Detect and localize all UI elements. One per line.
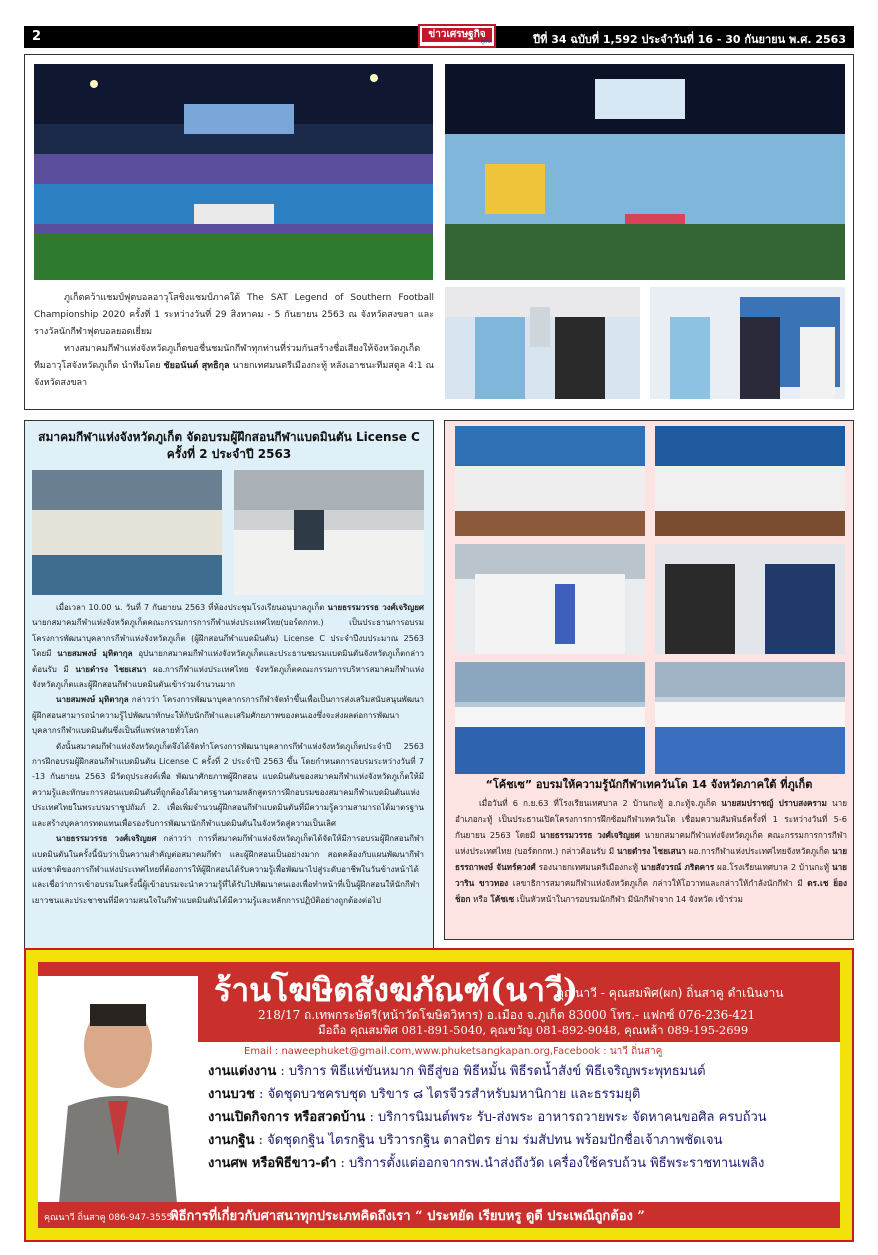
taekwondo-training-photo — [655, 662, 845, 774]
badminton-group-photo — [32, 470, 222, 595]
opening-ceremony-photo — [455, 426, 645, 536]
article-paragraph — [32, 600, 424, 692]
person-name: นายธรรมวรรธ วงศ์เจริญยศ — [539, 830, 640, 840]
caption-text: นายกเทศมนตรีเมืองกะทู้ หลังเอาชนะทีมสตูล 4:1 ณ จังหวัดสงขลา — [34, 361, 434, 388]
coach-handshake-photo — [655, 544, 845, 654]
headline-line-2: ครั้งที่ 2 ประจำปี 2563 — [166, 447, 292, 461]
paragraph-text: หรือ — [473, 894, 488, 904]
paragraph-text: กล่าวว่า การที่สมาคมกีฬาแห่งจังหวัดภูเก็ตได้จัดให้มีการอบรมผู้ฝึกสอนกีฬาแบดมินตันในครั้งนี้นับว่าเป็นความสำคัญต่อสมาคมกีฬา และผู้ฝึกสอนเป็นอย่างมาก สอดคล้องกับแผนพัฒนากีฬาแห่งชาติของการกีฬาแห่งประเทศไทยที่ต้องการให้ผู้ฝึกสอนได้รับความรู้เพื่อพัฒนาไปสู่ระดับอาชีพในวันข้างหน้าได้ และเชื่อว่าการเข้าอบรมในครั้งนี้ผู้เข้าอบรมจะนำความรู้ที่ได้รับไปพัฒนาตนเองเพื่อทำหน้าที่เป็นผู้ฝึกสอนให้นักกีฬาเยาวชนและประชาชนที่มีความสนใจในกีฬาแบดมินตันได้มีความรู้และหลักการปฏิบัติอย่างถูกต้องต่อไป — [32, 834, 425, 905]
paragraph-text: เป็นหัวหน้าในการอบรมนักกีฬา มีนักกีฬาจาก 14 จังหวัด เข้าร่วม — [516, 894, 743, 904]
issue-info: ปีที่ 34 ฉบับที่ 1,592 ประจำวันที่ 16 - 30 กันยายน พ.ศ. 2563 — [533, 33, 846, 46]
caption-name: ชัยอนันต์ สุทธิกุล — [163, 361, 230, 371]
person-name: นายธรรมวรรธ วงศ์เจริญยศ — [327, 603, 424, 612]
service-description: : จัดชุดบวชครบชุด บริขาร ๘ ไตรจีวรสำหรับมหานิกาย และธรรมยุติ — [254, 1087, 641, 1102]
contact-phone: คุณนาวี ถิ่นสาคู 086-947-3555 — [44, 1213, 173, 1223]
shop-email-web: Email : naweephuket@gmail.com,www.phuketsangkapan.org,Facebook : นาวี ถิ่นสาคู — [244, 1046, 663, 1057]
paragraph-text: เมื่อเวลา 10.00 น. วันที่ 7 กันยายน 2563 ที่ห้องประชุมโรงเรียนอนุบาลภูเก็ต — [56, 603, 325, 612]
guests-seated-photo — [655, 426, 845, 536]
team-group-photo — [34, 64, 433, 280]
shop-mobile-numbers: มือถือ คุณสมพิศ 081-891-5040, คุณขวัญ 081-892-9048, คุณหล้า 089-195-2699 — [318, 1023, 749, 1037]
seminar-room-photo — [234, 470, 424, 595]
person-name: นายสมพงษ์ มุทิตากุล — [57, 649, 133, 659]
article-headline: “โค้ชเซ” อบรมให้ความรู้นักกีฬาเทควันโด 14 จังหวัดภาคใต้ ที่ภูเก็ต — [485, 778, 813, 791]
paragraph-text: ผอ.โรงเรียนเทศบาล 2 บ้านกะทู้ — [717, 862, 830, 872]
caption-paragraph-2 — [34, 341, 434, 392]
paragraph-text: นายอำเภอกะทู้ เป็นประธานเปิดโครงการการฝึกซ้อมกีฬาเทควันโด เชื่อมความสัมพันธ์ครั้งที่ 1 ระหว่างวันที่ 5-6 กันยายน 2563 โดยมี — [455, 798, 848, 840]
ad-footer-band — [38, 1202, 840, 1228]
article-headline — [25, 429, 433, 463]
service-name: งานบวช — [208, 1087, 255, 1102]
service-name: งานกฐิน — [208, 1133, 255, 1148]
service-description: : บริการนิมนต์พระ รับ-ส่งพระ อาหารถวายพระ จัดหาคนขอศิล ครบถ้วน — [365, 1110, 767, 1125]
person-name: นายดำรง ไชยเสนา — [75, 664, 147, 674]
paragraph-text: เมื่อวันที่ 6 ก.ย.63 ที่โรงเรียนเทศบาล 2 บ้านกะทู้ อ.กะทู้จ.ภูเก็ต — [479, 798, 717, 808]
award-handover-photo — [445, 287, 640, 399]
service-opening — [208, 1106, 834, 1129]
page-number: 2 — [32, 29, 42, 44]
person-name: นายธรรถาพงษ์ จันทร์ควงศ์ — [455, 846, 847, 872]
service-ordination — [208, 1083, 834, 1106]
service-description: : บริการ พิธีแห่ขันหมาก พิธีสู่ขอ พิธีหมั้น พิธีรดน้ำสังข์ พิธีเจริญพระพุทธมนต์ — [276, 1064, 706, 1079]
person-name: นายวาริน ขาวทอง — [455, 862, 847, 888]
person-name: นายธรรมวรรธ วงศ์เจริญยศ — [56, 834, 157, 844]
service-description: : จัดชุดกฐิน ไตรกฐิน บริวารกฐิน ตาลปัตร ย่าม ร่มสัปทน พร้อมปักชื่อเจ้าภาพชัดเจน — [254, 1133, 723, 1148]
paragraph-text: อุปนายกสมาคมกีฬาแห่งจังหวัดภูเก็ตและประธานชมรมแบดมินตันจังหวัดภูเก็ตกล่าวต้อนรับ มี — [32, 649, 425, 674]
trophy-celebration-photo — [445, 64, 845, 280]
person-name: ดร.เช ย็อง ช็อก — [455, 878, 847, 904]
newspaper-logo — [418, 24, 496, 48]
page-header — [24, 26, 854, 48]
person-name: โค้ชเซ — [490, 894, 515, 904]
article-paragraph — [455, 795, 847, 907]
paragraph-text: รองนายกเทศมนตรีเมืองกะทู้ — [538, 862, 638, 872]
article-paragraph — [32, 739, 424, 831]
shop-name: ร้านโฆษิตสังฆภัณฑ์(นาวี) — [214, 971, 579, 1009]
taekwondo-hall-photo — [455, 662, 645, 774]
paragraph-text: นายกสมาคมกีฬาแห่งจังหวัดภูเก็ตคณะกรรมการการกีฬาแห่งประเทศไทย(บอร์ดกกท.) เป็นประธานการอบรมโครงการพัฒนาบุคลากรกีฬาแห่งจังหวัดภูเก็ต (ผู้ฝึกสอนกีฬาแบดมินตัน) License C ประจำปีงบประมาณ 2563 โดยมี — [32, 618, 424, 659]
officials-standing-photo — [455, 544, 645, 654]
person-name: นายสังวรณ์ ภริตคาร — [640, 862, 715, 872]
article-paragraph — [32, 692, 424, 738]
ad-panel — [38, 962, 840, 1228]
person-name: นายสมปราชญ์ ปราบสงคราม — [721, 798, 827, 808]
paragraph-text: ดังนั้นสมาคมกีฬาแห่งจังหวัดภูเก็ตจึงได้จัดทำโครงการพัฒนาบุคลากรกีฬาแห่งจังหวัดภูเก็ตประจำปี 2563 การฝึกอบรมผู้ฝึกสอนกีฬาแบดมินตัน License C ครั้งที่ 2 ประจำปี 2563 ขึ้น โดยกำหนดการอบรมระหว่างวันที่ 7 -13 กันยายน 2563 มีวัตถุประสงค์เพื่อ พัฒนาศักยภาพผู้ฝึกสอน แบดมินตันของสมาคมกีฬาแห่งจังหวัดภูเก็ตให้มีความรู้และทักษะการสอนแบดมินตันที่ถูกต้องได้มาตรฐานตามหลักสูตรการฝึกอบรมของสมาคมกีฬาแบดมินตันแห่งประเทศไทยในพระบรมราชูปถัมภ์ 2. เพื่อเพิ่มจำนวนผู้ฝึกสอนกีฬาแบดมินตันที่มีความรู้ความสามารถได้มาตรฐานและสร้างบุคลากรทดแทนเพื่อรองรับการพัฒนานักกีฬาแบดมินตันในจังหวัดสู่ความเป็นเลิศ — [32, 741, 424, 828]
service-wedding — [208, 1060, 834, 1083]
logo-text: ข่าวเศรษฐกิจ — [422, 28, 492, 42]
badminton-article-body — [32, 600, 424, 908]
paragraph-text: กล่าวว่า โครงการพัฒนาบุคลากรการกีฬาจัดทำขึ้นเพื่อเป็นการส่งเสริมสนับสนุนพัฒนาผู้ฝึกสอนสามารถนำความรู้ไปพัฒนาทักษะให้กับนักกีฬาและเสริมศักยภาพของตนเองซึ่งจะส่งผลต่อการพัฒนาบุคลากรกีฬาแบดมินตันซึ่งเป็นที่แพร่หลายทั่วโลก — [32, 695, 425, 736]
person-name: นายสมพงษ์ มุทิตากุล — [56, 695, 129, 705]
paragraph-text: ผอ.การกีฬาแห่งประเทศไทย จังหวัดภูเก็ตคณะกรรมการบริหารสมาคมกีฬาแห่งจังหวัดภูเก็ตและผู้ฝึกสอนกีฬาแบดมินตันเข้าร่วมจำนวนมาก — [32, 664, 425, 690]
logo-subtext: ภูเก็ต — [480, 39, 492, 45]
paragraph-text: ผอ.การกีฬาแห่งประเทศไทยจังหวัดภูเก็ต — [688, 846, 830, 856]
service-name: งานเปิดกิจการ หรือสวดบ้าน — [208, 1110, 366, 1125]
top-story-caption — [34, 290, 434, 392]
caption-paragraph-1 — [34, 290, 434, 341]
service-list — [208, 1060, 834, 1175]
taekwondo-article-body — [455, 795, 847, 907]
ad-slogan: พิธีการที่เกี่ยวกับศาสนาทุกประเภทคิดถึงเรา “ ประหยัด เรียบหรู ดูดี ประเพณีถูกต้อง ” — [170, 1209, 645, 1224]
person-name: นายดำรง ไชยเสนา — [616, 846, 686, 856]
service-name: งานศพ หรือพิธีขาว-ดำ — [208, 1156, 337, 1171]
shop-address: 218/17 ถ.เทพกระษัตรี(หน้าวัดโฆษิตวิหาร) อ.เมือง จ.ภูเก็ต 83000 โทร.- แฟกซ์ 076-236-421 — [258, 1008, 756, 1022]
paragraph-text: เลขาธิการสมาคมกีฬาแห่งจังหวัดภูเก็ต กล่าวให้โอวาทและกล่าวให้กำลังนักกีฬา มี — [512, 878, 803, 888]
owner-portrait-photo — [38, 976, 198, 1214]
headline-line-1: สมาคมกีฬาแห่งจังหวัดภูเก็ต จัดอบรมผู้ฝึกสอนกีฬาแบดมินตัน License C — [38, 430, 420, 444]
shop-advertisement — [24, 948, 854, 1242]
shop-owners: คุณนาวี - คุณสมพิศ(ผก) ถิ่นสาคู ดำเนินงาน — [556, 986, 784, 1000]
caption-text: ภูเก็ตคว้าแชมป์ฟุตบอลอาวุโสชิงแชมป์ภาคใต้ The SAT Legend of Southern Football Championship 2020 ครั้งที่ 1 ระหว่างวันที่ 29 สิงหาคม - 5 กันยายน 2563 ณ จังหวัดสงขลา และรางวัลนักกีฬาฟุตบอลยอดเยี่ยม — [34, 293, 434, 337]
paragraph-text: นายกสมาคมกีฬาแห่งจังหวัดภูเก็ต คณะกรรมการการกีฬาแห่งประเทศไทย (บอร์ดกกท.) กล่าวต้อนรับ มี — [455, 830, 848, 856]
service-kathin — [208, 1129, 834, 1152]
caption-text: ทางสมาคมกีฬาแห่งจังหวัดภูเก็ตขอชื่นชมนักกีฬาทุกท่านที่ร่วมกันสร้างชื่อเสียงให้จังหวัดภูเก็ต ทีมอาวุโสจังหวัดภูเก็ต นำทีมโดย — [34, 344, 421, 371]
best-player-photo — [650, 287, 845, 399]
article-paragraph — [32, 831, 424, 908]
service-description: : บริการตั้งแต่ออกจากรพ.นำส่งถึงวัด เครื่องใช้ครบถ้วน พิธีพระราชทานเพลิง — [336, 1156, 765, 1171]
service-name: งานแต่งงาน — [208, 1064, 277, 1079]
service-funeral — [208, 1152, 834, 1175]
